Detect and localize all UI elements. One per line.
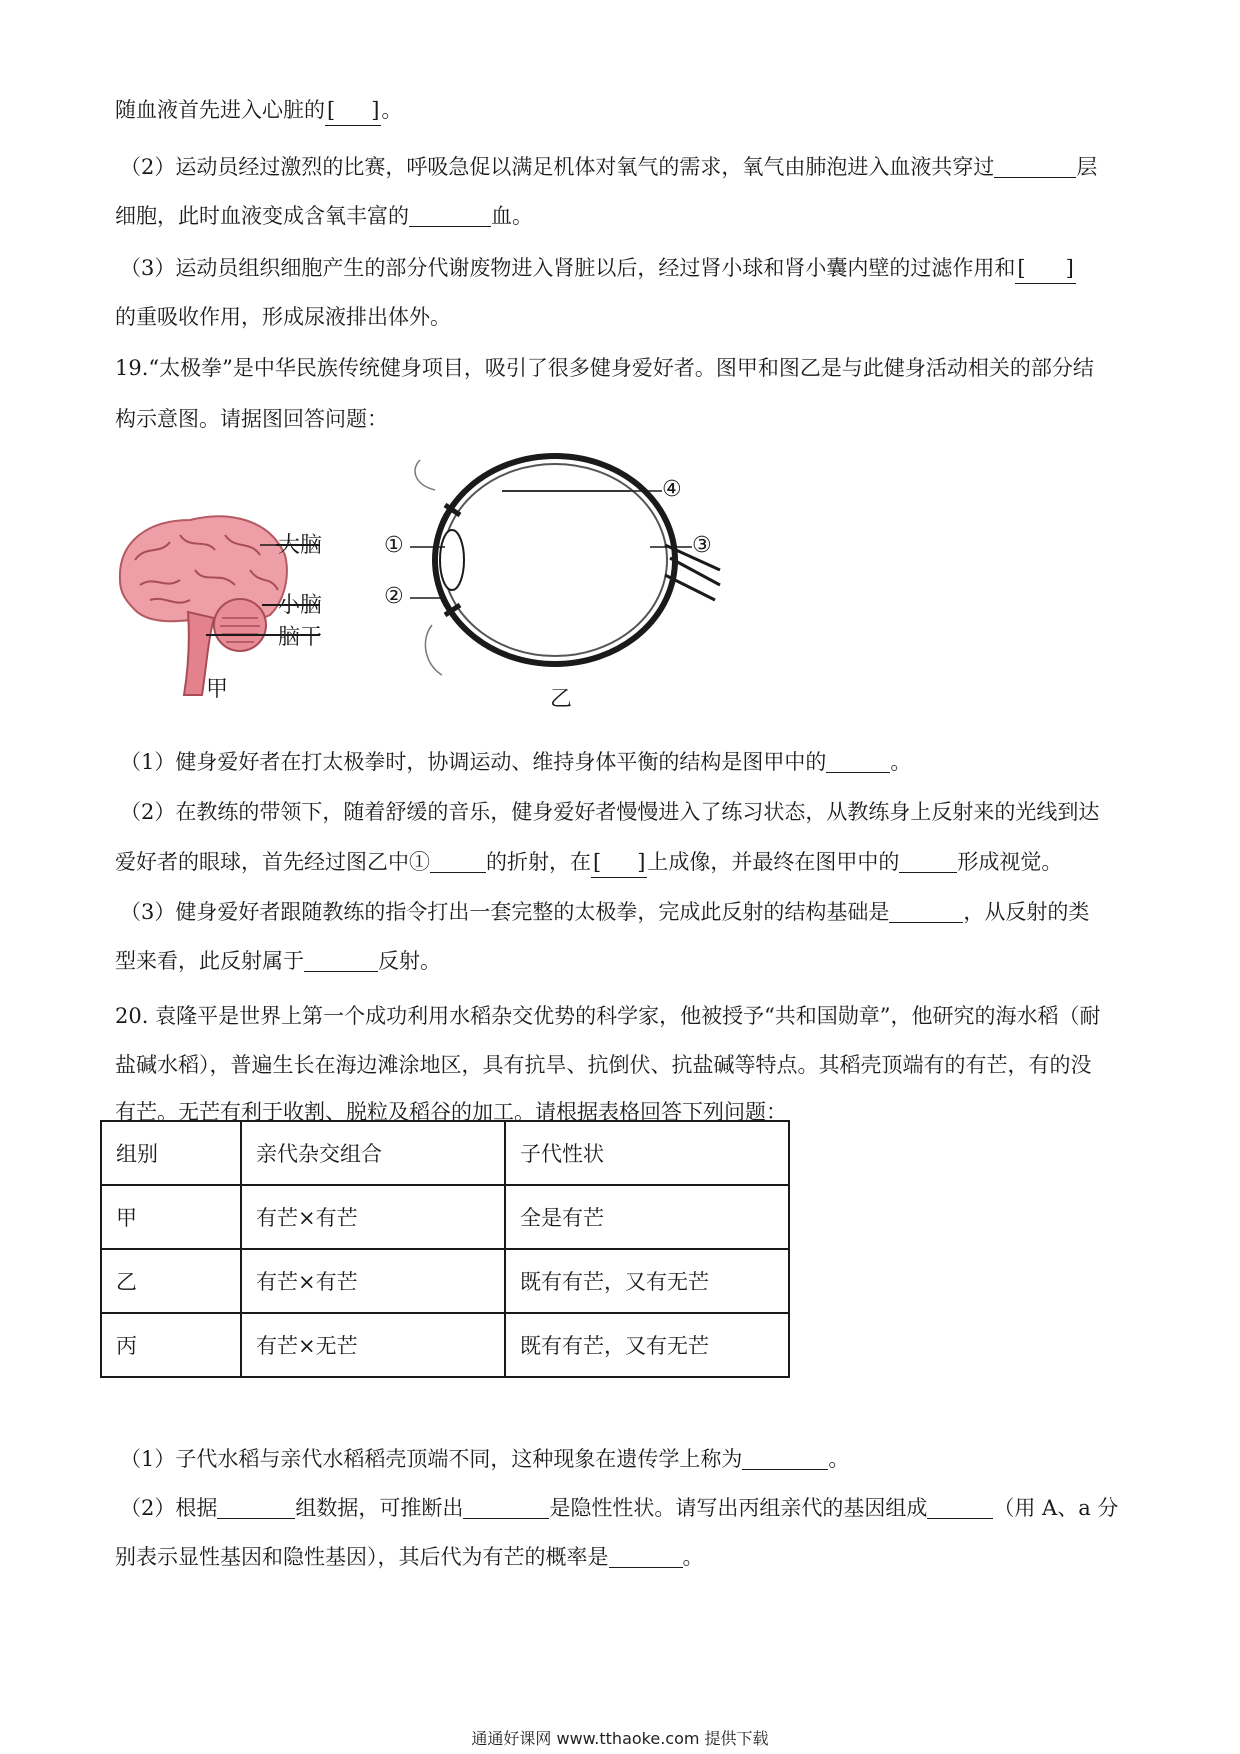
answer-blank [304,949,378,972]
table-row [101,1249,789,1313]
answer-blank [899,850,957,873]
table-cell: 有芒×无芒 [241,1313,505,1377]
brain-label-cerebrum: 大脑 [278,533,323,558]
q18-part-3-cont: 的重吸收作用，形成尿液排出体外。 [115,305,451,329]
table-row [101,1313,789,1377]
eye-figure [384,450,730,715]
page-footer: 通通好课网 www.tthaoke.com 提供下载 [471,1729,769,1748]
table-header-cell: 子代性状 [505,1121,789,1185]
answer-bracket: [ ] [325,95,381,126]
table-header-cell: 组别 [101,1121,241,1185]
table-cell: 丙 [101,1313,241,1377]
q19-intro-cont: 构示意图。请据图回答问题： [115,407,388,431]
q19-part-2: （2）在教练的带领下，随着舒缓的音乐，健身爱好者慢慢进入了练习状态，从教练身上反射来的光线到达 [120,800,1100,824]
table-header-row [101,1121,789,1185]
answer-blank [609,1545,683,1568]
brain-label-brainstem: 脑干 [278,625,323,650]
table-cell: 全是有芒 [505,1185,789,1249]
q20-intro-2: 盐碱水稻），普遍生长在海边滩涂地区，具有抗旱、抗倒伏、抗盐碱等特点。其稻壳顶端有的有芒，有的没 [115,1053,1092,1077]
table-cell: 既有有芒，又有无芒 [505,1313,789,1377]
q20-intro-3: 有芒。无芒有利于收割、脱粒及稻谷的加工。请根据表格回答下列问题： [115,1100,787,1124]
q19-intro: 19.“太极拳”是中华民族传统健身项目，吸引了很多健身爱好者。图甲和图乙是与此健身活动相关的部分结 [115,356,1094,380]
answer-blank [463,1496,549,1519]
table-row [101,1185,789,1249]
q20-part-2-cont: 别表示显性基因和隐性基因），其后代为有芒的概率是 。 [115,1545,704,1569]
q18-text: 随血液首先进入心脏的 [115,98,325,122]
hybrid-results-table [100,1120,790,1378]
table-cell: 有芒×有芒 [241,1185,505,1249]
q18-part-2: （2）运动员经过激烈的比赛，呼吸急促以满足机体对氧气的需求，氧气由肺泡进入血液共穿过 层 [120,155,1098,179]
eye-label-4: ④ [662,477,682,502]
figure-caption-yi: 乙 [550,687,573,712]
eye-label-1: ① [384,533,404,558]
q19-part-3-cont: 型来看，此反射属于 反射。 [115,949,441,973]
q18-line-1: 随血液首先进入心脏的[ ]。 [115,95,402,126]
answer-blank [927,1496,993,1519]
q19-part-1: （1）健身爱好者在打太极拳时，协调运动、维持身体平衡的结构是图甲中的 。 [120,750,912,774]
q20-part-1: （1）子代水稻与亲代水稻稻壳顶端不同，这种现象在遗传学上称为 。 [120,1447,850,1471]
answer-blank [889,900,963,923]
eye-label-3: ③ [692,533,712,558]
eye-label-2: ② [384,584,404,609]
brain-figure [110,500,360,710]
q19-part-3: （3）健身爱好者跟随教练的指令打出一套完整的太极拳，完成此反射的结构基础是 ，从反射的类 [120,900,1090,924]
answer-blank [430,850,486,873]
table-cell: 乙 [101,1249,241,1313]
answer-blank [826,750,890,773]
table-cell: 有芒×有芒 [241,1249,505,1313]
table-header-cell: 亲代杂交组合 [241,1121,505,1185]
q20-part-2: （2）根据 组数据，可推断出 是隐性性状。请写出丙组亲代的基因组成 （用 A、a 分 [120,1496,1119,1520]
answer-blank [217,1496,295,1519]
q20-intro: 20. 袁隆平是世界上第一个成功利用水稻杂交优势的科学家，他被授予“共和国勋章”，他研究的海水稻（耐 [115,1004,1101,1028]
q18-part-3: （3）运动员组织细胞产生的部分代谢废物进入肾脏以后，经过肾小球和肾小囊内壁的过滤作用和[ ] [120,253,1076,284]
figure-caption-jia: 甲 [206,677,229,702]
brain-illustration [110,500,360,710]
answer-blank [994,155,1076,178]
q19-part-2-cont: 爱好者的眼球，首先经过图乙中① 的折射，在[ ]上成像，并最终在图甲中的 形成视觉。 [115,847,1062,878]
answer-blank [409,204,491,227]
q18-part-2-cont: 细胞，此时血液变成含氧丰富的 血。 [115,204,533,228]
answer-bracket: [ ] [591,847,647,878]
table-cell: 甲 [101,1185,241,1249]
brain-label-cerebellum: 小脑 [278,593,323,618]
answer-blank [742,1447,828,1470]
answer-bracket: [ ] [1015,253,1075,284]
table-cell: 既有有芒，又有无芒 [505,1249,789,1313]
